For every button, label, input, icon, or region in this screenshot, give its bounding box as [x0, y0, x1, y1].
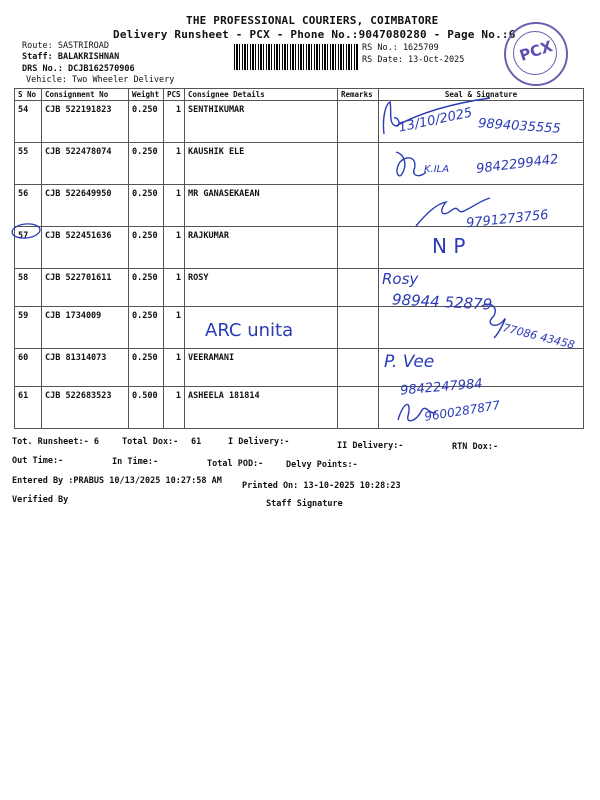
row-remarks [338, 185, 379, 227]
row-pcs: 1 [164, 349, 185, 387]
route-label: Route: SASTRIROAD [22, 41, 109, 51]
rtn-dox: RTN Dox:- [452, 442, 499, 452]
row-sno: 55 [15, 143, 42, 185]
row58-name: Rosy [382, 270, 419, 288]
row-consignee: RAJKUMAR [185, 227, 338, 269]
row-weight: 0.250 [129, 185, 164, 227]
row-consignment: CJB 522451636 [42, 227, 129, 269]
drs-number: DRS No.: DCJB162570906 [22, 64, 135, 74]
row-pcs: 1 [164, 387, 185, 429]
staff-signature: Staff Signature [266, 499, 343, 509]
row59-name: ARC unita [205, 320, 294, 341]
out-time: Out Time:- [12, 456, 64, 466]
total-dox-label: Total Dox:- [122, 437, 179, 447]
row61-phone: 9600287877 [423, 398, 501, 424]
row-consignment: CJB 522478074 [42, 143, 129, 185]
in-time: In Time:- [112, 457, 159, 467]
i-delivery: I Delivery:- [228, 437, 290, 447]
row-sno: 59 [15, 307, 42, 349]
row-consignment: CJB 81314073 [42, 349, 129, 387]
row-pcs: 1 [164, 185, 185, 227]
table-row [15, 349, 584, 387]
row-consignee: KAUSHIK ELE [185, 143, 338, 185]
row-remarks [338, 227, 379, 269]
row-weight: 0.250 [129, 101, 164, 143]
header-remarks: Remarks [338, 89, 379, 101]
barcode [234, 44, 358, 70]
table-header-row [15, 89, 584, 101]
row54-phone: 9894035555 [477, 116, 562, 137]
total-pod: Total POD:- [207, 459, 264, 469]
entered-by: Entered By :PRABUS 10/13/2025 10:27:58 AM [12, 476, 222, 486]
row-remarks [338, 349, 379, 387]
runsheet-subtitle: Delivery Runsheet - PCX - Phone No.:9047080280 - Page No.:6 [113, 28, 516, 41]
row-consignment: CJB 1734009 [42, 307, 129, 349]
row57-circle-mark [10, 222, 46, 240]
row-sno: 57 [15, 227, 42, 269]
verified-by: Verified By [12, 495, 69, 505]
row-signature [379, 227, 584, 269]
row-consignment: CJB 522649950 [42, 185, 129, 227]
runsheet-table [14, 88, 584, 429]
row-weight: 0.250 [129, 349, 164, 387]
row56-phone: 9791273756 [465, 207, 550, 232]
row-remarks [338, 269, 379, 307]
row-weight: 0.250 [129, 269, 164, 307]
row57-mark: N P [432, 234, 466, 258]
header-consignee: Consignee Details [185, 89, 338, 101]
row-consignee: MR GANASEKAEAN [185, 185, 338, 227]
staff-label: Staff: BALAKRISHNAN [22, 52, 120, 62]
row54-date: 13/10/2025 [397, 105, 474, 136]
delvy-points: Delvy Points:- [286, 460, 358, 470]
company-title: THE PROFESSIONAL COURIERS, COIMBATORE [186, 14, 439, 27]
vehicle-label: Vehicle: Two Wheeler Delivery [26, 75, 175, 85]
row-pcs: 1 [164, 269, 185, 307]
row-consignee: SENTHIKUMAR [185, 101, 338, 143]
row55-name: K.ILA [424, 164, 450, 175]
row-remarks [338, 101, 379, 143]
header-sno: S No [15, 89, 42, 101]
row-consignee: ROSY [185, 269, 338, 307]
header-consignment: Consignment No [42, 89, 129, 101]
row-weight: 0.250 [129, 227, 164, 269]
row-consignment: CJB 522701611 [42, 269, 129, 307]
row-pcs: 1 [164, 307, 185, 349]
row-sno: 58 [15, 269, 42, 307]
row-pcs: 1 [164, 101, 185, 143]
table-row [15, 227, 584, 269]
row-sno: 54 [15, 101, 42, 143]
row-sno: 56 [15, 185, 42, 227]
rs-number: RS No.: 1625709 [362, 43, 439, 53]
ii-delivery: II Delivery:- [337, 441, 404, 451]
rs-date: RS Date: 13-Oct-2025 [362, 55, 465, 65]
row-weight: 0.250 [129, 307, 164, 349]
header-signature: Seal & Signature [379, 89, 584, 101]
row-remarks [338, 387, 379, 429]
header-weight: Weight [129, 89, 164, 101]
row-weight: 0.250 [129, 143, 164, 185]
row59-phone: 77086 43458 [501, 321, 576, 352]
row-consignment: CJB 522191823 [42, 101, 129, 143]
row55-phone: 9842299442 [475, 152, 560, 177]
header-pcs: PCS [164, 89, 185, 101]
row-consignment: CJB 522683523 [42, 387, 129, 429]
printed-on: Printed On: 13-10-2025 10:28:23 [242, 481, 401, 491]
row-consignee: VEERAMANI [185, 349, 338, 387]
row-remarks [338, 143, 379, 185]
pcx-stamp [504, 22, 568, 86]
row-pcs: 1 [164, 143, 185, 185]
tot-runsheet: Tot. Runsheet:- 6 [12, 437, 99, 447]
row58-phone: 98944 52879 [391, 290, 493, 314]
total-dox-value: 61 [191, 437, 202, 447]
row60-phone: 9842247984 [399, 376, 484, 399]
row-consignee: ASHEELA 181814 [185, 387, 338, 429]
row-remarks [338, 307, 379, 349]
row-sno: 60 [15, 349, 42, 387]
row-pcs: 1 [164, 227, 185, 269]
row-sno: 61 [15, 387, 42, 429]
stamp-text: PCX [517, 37, 555, 65]
row-weight: 0.500 [129, 387, 164, 429]
row60-name: P. Vee [384, 352, 435, 372]
